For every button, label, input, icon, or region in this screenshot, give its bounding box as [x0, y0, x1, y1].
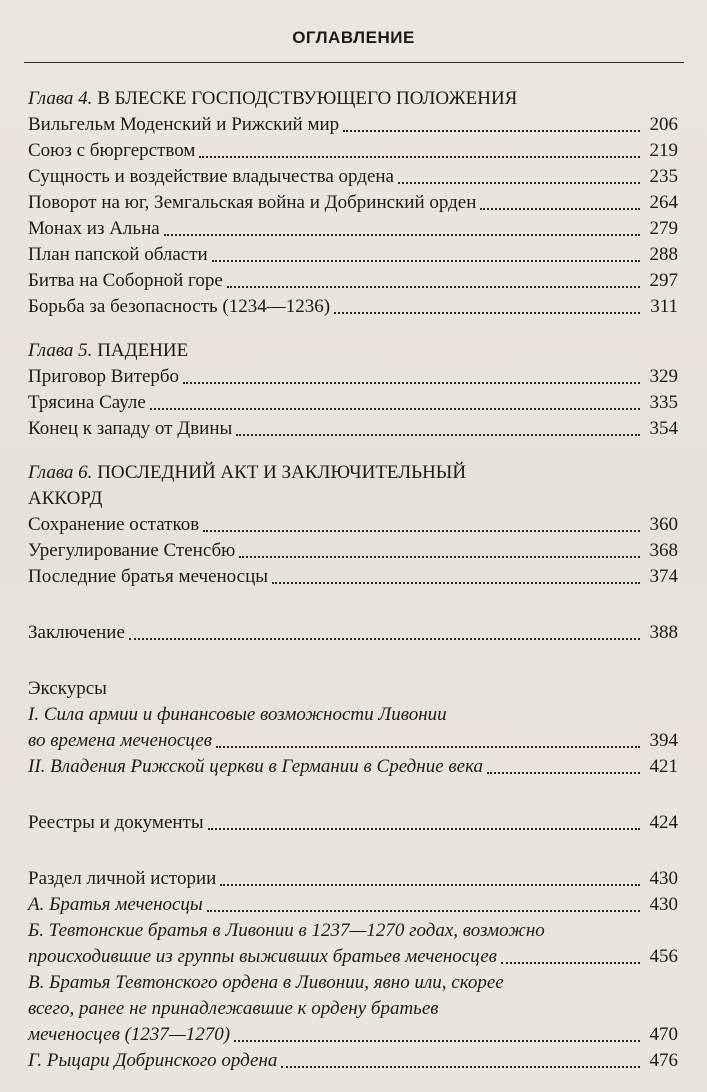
entry-title: во времена меченосцев	[28, 730, 213, 751]
leader-dots	[199, 156, 640, 158]
chapter-4-name: В БЛЕСКЕ ГОСПОДСТВУЮЩЕГО ПОЛОЖЕНИЯ	[97, 88, 518, 109]
personal-history-section	[28, 866, 678, 1074]
entry-page: 329	[649, 366, 678, 387]
leader-dots	[487, 772, 640, 774]
leader-dots	[234, 1040, 640, 1042]
entry-page: 424	[649, 812, 678, 833]
toc-entry	[28, 1022, 678, 1048]
chapter-4-title	[28, 86, 678, 112]
toc-entry	[28, 728, 678, 754]
entry-page: 421	[649, 756, 678, 777]
entry-title: Г. Рыцари Добринского ордена	[28, 1050, 278, 1071]
toc-entry	[28, 294, 678, 320]
entry-page: 476	[649, 1050, 678, 1071]
toc-entry	[28, 164, 678, 190]
entry-title: происходившие из группы выживших братьев меченосцев	[28, 946, 497, 967]
entry-page: 311	[650, 296, 678, 317]
entry-title: Вильгельм Моденский и Рижский мир	[28, 114, 340, 135]
entry-title: Заключение	[28, 622, 125, 643]
toc-entry	[28, 138, 678, 164]
entry-title: Борьба за безопасность (1234—1236)	[28, 296, 331, 317]
leader-dots	[212, 260, 640, 262]
toc-entry	[28, 242, 678, 268]
entry-title: Сущность и воздействие владычества ордена	[28, 166, 394, 187]
entry-title: Приговор Витербо	[28, 366, 180, 387]
chapter-5-title	[28, 338, 678, 364]
entry-title: План папской области	[28, 244, 208, 265]
chapter-6-title-cont	[28, 486, 678, 512]
toc-entry	[28, 268, 678, 294]
personal-b-line1: Б. Тевтонские братья в Ливонии в 1237—1270 годах, возможно	[28, 920, 545, 941]
toc-entry	[28, 190, 678, 216]
entry-page: 279	[649, 218, 678, 239]
toc-entry	[28, 538, 678, 564]
entry-page: 235	[649, 166, 678, 187]
leader-dots	[227, 286, 640, 288]
leader-dots	[207, 910, 640, 912]
header-rule	[24, 62, 684, 63]
leader-dots	[281, 1066, 640, 1068]
leader-dots	[239, 556, 640, 558]
leader-dots	[272, 582, 640, 584]
chapter-6-label: Глава 6.	[28, 462, 93, 483]
entry-page: 374	[649, 566, 678, 587]
chapter-6-name-line2: АККОРД	[28, 488, 103, 509]
leader-dots	[398, 182, 640, 184]
excursus-section	[28, 676, 678, 780]
toc-entry	[28, 810, 678, 836]
entry-title: А. Братья меченосцы	[28, 894, 203, 915]
personal-v-line1: В. Братья Тевтонского ордена в Ливонии, явно или, скорее	[28, 972, 504, 993]
page-header: ОГЛАВЛЕНИЕ	[292, 28, 415, 47]
entry-page: 388	[649, 622, 678, 643]
leader-dots	[150, 408, 640, 410]
excursus-heading: Экскурсы	[28, 678, 107, 699]
toc-entry	[28, 112, 678, 138]
entry-title: Трясина Сауле	[28, 392, 146, 413]
toc-entry	[28, 364, 678, 390]
entry-title: Сохранение остатков	[28, 514, 200, 535]
leader-dots	[343, 130, 640, 132]
toc-entry	[28, 620, 678, 646]
entry-title: Конец к западу от Двины	[28, 418, 233, 439]
entry-page: 394	[649, 730, 678, 751]
toc-entry	[28, 892, 678, 918]
chapter-4-label: Глава 4.	[28, 88, 93, 109]
toc-entry	[28, 564, 678, 590]
entry-title: II. Владения Рижской церкви в Германии в Средние века	[28, 756, 483, 777]
entry-page: 206	[649, 114, 678, 135]
entry-page: 288	[649, 244, 678, 265]
toc-entry	[28, 216, 678, 242]
chapter-4-section	[28, 86, 678, 320]
entry-page: 430	[649, 868, 678, 889]
chapter-6-title	[28, 460, 678, 486]
registers-section	[28, 810, 678, 836]
entry-page: 354	[649, 418, 678, 439]
personal-v-line2: всего, ранее не принадлежавшие к ордену братьев	[28, 998, 439, 1019]
chapter-5-name: ПАДЕНИЕ	[97, 340, 189, 361]
toc-entry	[28, 512, 678, 538]
leader-dots	[220, 884, 640, 886]
chapter-5-section	[28, 338, 678, 442]
chapter-6-name-line1: ПОСЛЕДНИЙ АКТ И ЗАКЛЮЧИТЕЛЬНЫЙ	[97, 462, 467, 483]
leader-dots	[183, 382, 640, 384]
entry-page: 360	[649, 514, 678, 535]
leader-dots	[501, 962, 640, 964]
leader-dots	[129, 638, 640, 640]
toc-entry	[28, 944, 678, 970]
entry-page: 368	[649, 540, 678, 561]
entry-title: меченосцев (1237—1270)	[28, 1024, 231, 1045]
leader-dots	[334, 312, 640, 314]
leader-dots	[216, 746, 640, 748]
entry-page: 470	[649, 1024, 678, 1045]
entry-title: Реестры и документы	[28, 812, 204, 833]
leader-dots	[480, 208, 640, 210]
entry-page: 297	[649, 270, 678, 291]
chapter-6-section	[28, 460, 678, 590]
entry-page: 219	[649, 140, 678, 161]
toc-entry	[28, 416, 678, 442]
toc-entry	[28, 1048, 678, 1074]
leader-dots	[203, 530, 640, 532]
leader-dots	[164, 234, 640, 236]
entry-title: Битва на Соборной горе	[28, 270, 223, 291]
entry-page: 430	[649, 894, 678, 915]
entry-title: Урегулирование Стенсбю	[28, 540, 236, 561]
entry-title: Монах из Альна	[28, 218, 160, 239]
entry-page: 456	[649, 946, 678, 967]
excursus-1-line1: I. Сила армии и финансовые возможности Ливонии	[28, 704, 447, 725]
table-of-contents	[28, 86, 678, 1092]
toc-entry	[28, 866, 678, 892]
leader-dots	[208, 828, 640, 830]
chapter-5-label: Глава 5.	[28, 340, 93, 361]
entry-title: Союз с бюргерством	[28, 140, 196, 161]
entry-title: Раздел личной истории	[28, 868, 217, 889]
conclusion-section	[28, 620, 678, 646]
entry-title: Поворот на юг, Земгальская война и Добринский орден	[28, 192, 477, 213]
entry-title: Последние братья меченосцы	[28, 566, 269, 587]
toc-entry	[28, 754, 678, 780]
entry-page: 335	[649, 392, 678, 413]
leader-dots	[236, 434, 640, 436]
toc-entry	[28, 390, 678, 416]
entry-page: 264	[649, 192, 678, 213]
